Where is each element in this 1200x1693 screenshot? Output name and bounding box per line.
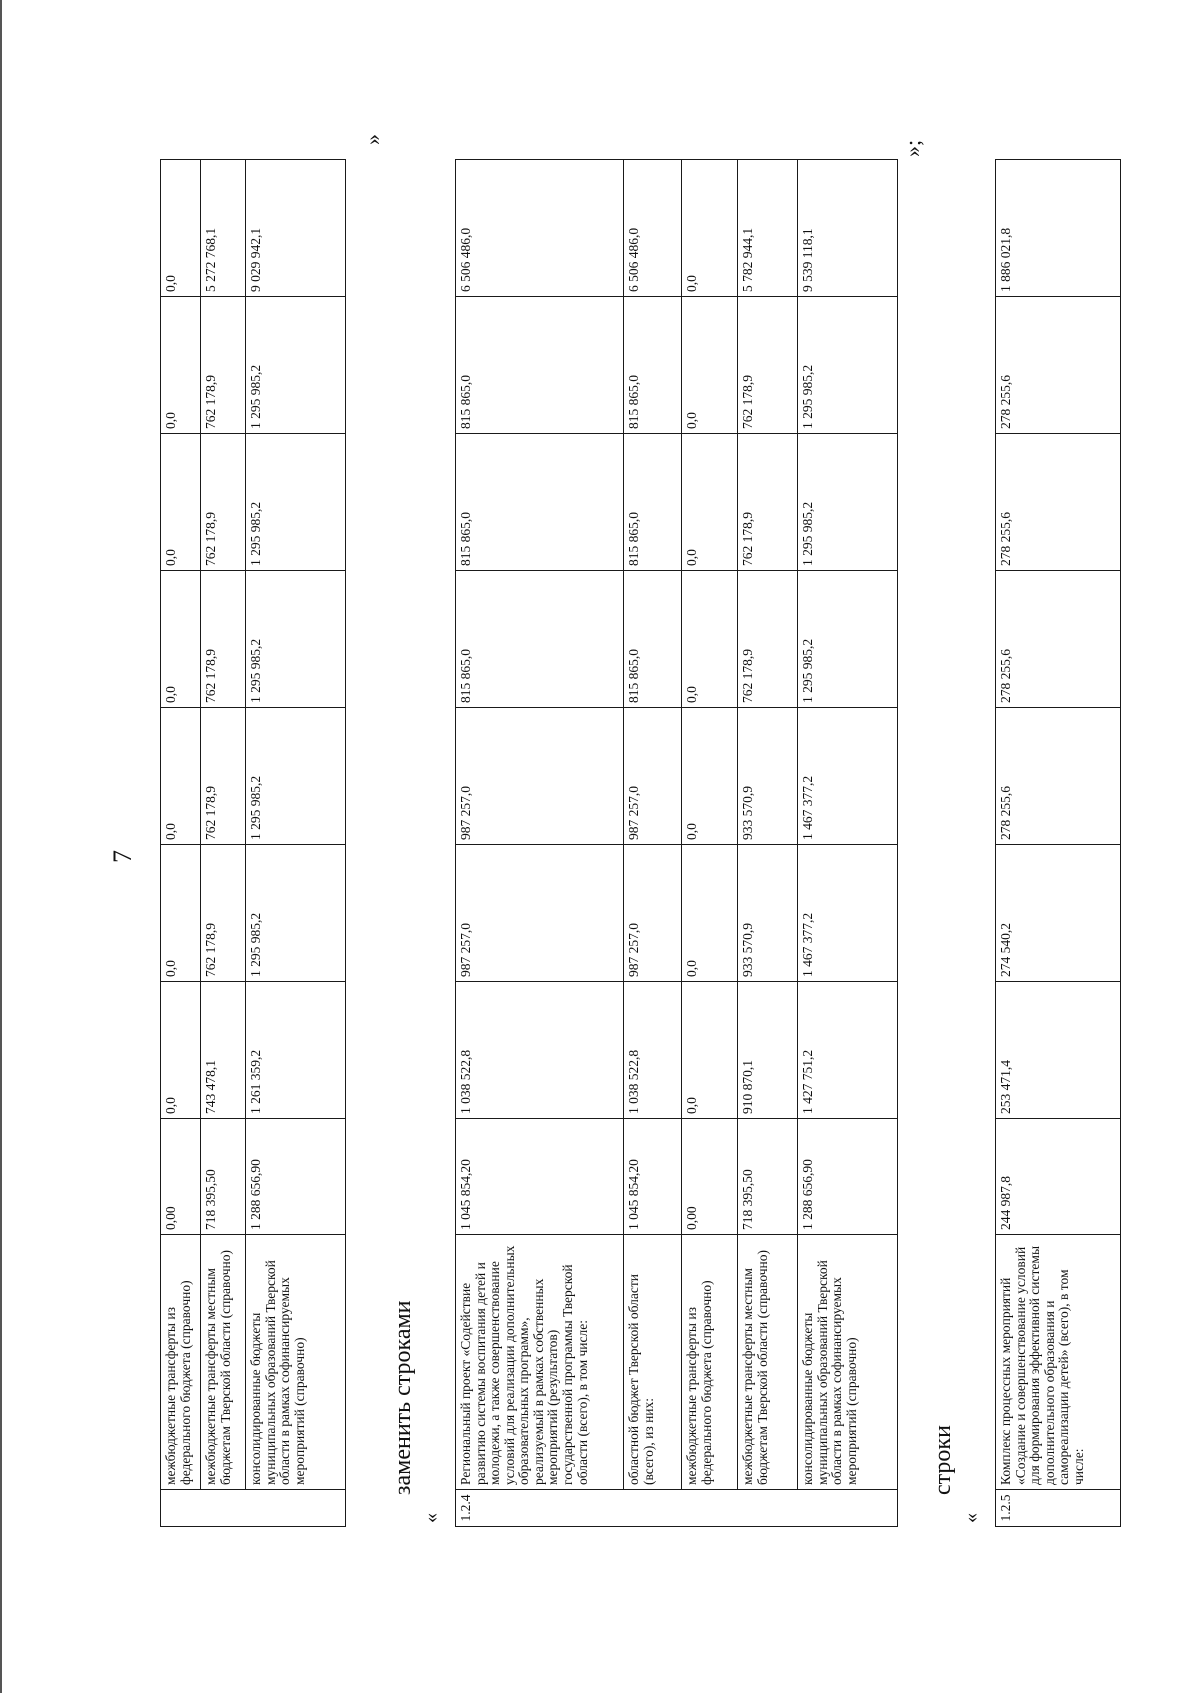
- row-label: межбюджетные трансферты из федерального бюджета (справочно): [161, 1235, 201, 1490]
- table-row: [246, 160, 346, 1527]
- table-row: [201, 160, 246, 1527]
- row-code: 1.2.5: [996, 1490, 1121, 1527]
- value-cell: 1 288 656,90: [798, 1119, 898, 1235]
- replace-heading: заменить строками: [390, 1300, 416, 1495]
- value-cell: 0,0: [682, 982, 738, 1119]
- close-quote-semicolon: »;: [900, 139, 925, 157]
- row-label: консолидированные бюджеты муниципальных образований Тверской области в рамках софинансируемых мероприятий (справочно): [246, 1235, 346, 1490]
- value-cell: 987 257,0: [624, 708, 682, 845]
- table-bottom: [995, 159, 1121, 1527]
- value-cell: 987 257,0: [456, 708, 624, 845]
- open-quote: «: [960, 1513, 982, 1523]
- value-cell: 0,0: [682, 434, 738, 571]
- value-cell: 1 295 985,2: [798, 297, 898, 434]
- value-cell: 762 178,9: [201, 571, 246, 708]
- value-cell: 718 395,50: [738, 1119, 798, 1235]
- table-row: [624, 160, 682, 1527]
- value-cell: 0,0: [161, 982, 201, 1119]
- value-cell: 0,0: [161, 845, 201, 982]
- value-cell: 0,00: [682, 1119, 738, 1235]
- value-cell: 253 471,4: [996, 982, 1121, 1119]
- value-cell: 718 395,50: [201, 1119, 246, 1235]
- value-cell: 6 506 486,0: [624, 160, 682, 297]
- value-cell: 762 178,9: [201, 434, 246, 571]
- value-cell: 987 257,0: [624, 845, 682, 982]
- value-cell: 1 261 359,2: [246, 982, 346, 1119]
- value-cell: 0,0: [682, 708, 738, 845]
- value-cell: 9 029 942,1: [246, 160, 346, 297]
- value-cell: 1 467 377,2: [798, 845, 898, 982]
- value-cell: 1 467 377,2: [798, 708, 898, 845]
- value-cell: 1 045 854,20: [624, 1119, 682, 1235]
- value-cell: 762 178,9: [738, 434, 798, 571]
- code-cell: [161, 1490, 346, 1527]
- value-cell: 0,0: [161, 571, 201, 708]
- value-cell: 278 255,6: [996, 297, 1121, 434]
- value-cell: 1 295 985,2: [246, 434, 346, 571]
- table-row: [996, 160, 1121, 1527]
- value-cell: 6 506 486,0: [456, 160, 624, 297]
- value-cell: 274 540,2: [996, 845, 1121, 982]
- value-cell: 762 178,9: [201, 845, 246, 982]
- value-cell: 244 987,8: [996, 1119, 1121, 1235]
- value-cell: 0,0: [161, 434, 201, 571]
- value-cell: 1 295 985,2: [246, 571, 346, 708]
- value-cell: 1 295 985,2: [246, 708, 346, 845]
- row-label: консолидированные бюджеты муниципальных образований Тверской области в рамках софинансируемых мероприятий (справочно): [798, 1235, 898, 1490]
- value-cell: 1 038 522,8: [624, 982, 682, 1119]
- value-cell: 0,0: [161, 160, 201, 297]
- value-cell: 815 865,0: [624, 297, 682, 434]
- value-cell: 5 272 768,1: [201, 160, 246, 297]
- value-cell: 762 178,9: [738, 297, 798, 434]
- open-quote: «: [420, 1513, 442, 1523]
- value-cell: 815 865,0: [456, 297, 624, 434]
- value-cell: 762 178,9: [201, 708, 246, 845]
- close-quote: »: [360, 134, 385, 145]
- value-cell: 0,0: [682, 160, 738, 297]
- table-row: [682, 160, 738, 1527]
- value-cell: 1 886 021,8: [996, 160, 1121, 297]
- value-cell: 0,00: [161, 1119, 201, 1235]
- value-cell: 0,0: [682, 297, 738, 434]
- value-cell: 0,0: [682, 845, 738, 982]
- value-cell: 762 178,9: [738, 571, 798, 708]
- value-cell: 5 782 944,1: [738, 160, 798, 297]
- row-label: межбюджетные трансферты из федерального бюджета (справочно): [682, 1235, 738, 1490]
- value-cell: 278 255,6: [996, 708, 1121, 845]
- value-cell: 815 865,0: [456, 571, 624, 708]
- value-cell: 9 539 118,1: [798, 160, 898, 297]
- value-cell: 278 255,6: [996, 434, 1121, 571]
- table-middle: [455, 159, 898, 1527]
- value-cell: 0,0: [161, 708, 201, 845]
- table-row: [456, 160, 624, 1527]
- value-cell: 933 570,9: [738, 708, 798, 845]
- value-cell: 762 178,9: [201, 297, 246, 434]
- row-code: 1.2.4: [456, 1490, 898, 1527]
- value-cell: 0,0: [682, 571, 738, 708]
- row-label: областной бюджет Тверской области (всего), из них:: [624, 1235, 682, 1490]
- value-cell: 0,0: [161, 297, 201, 434]
- value-cell: 1 295 985,2: [246, 297, 346, 434]
- page-number: 7: [108, 850, 137, 863]
- table-row: [798, 160, 898, 1527]
- value-cell: 1 038 522,8: [456, 982, 624, 1119]
- row-label: Региональный проект «Содействие развитию системы воспитания детей и молодежи, а также совершенствование условий для реализации дополнительных образовательных программ», реализуемый в рамках собственных мероприятий (результатов) государственной программы Тверской области (всего), в том числе:: [456, 1235, 624, 1490]
- value-cell: 1 045 854,20: [456, 1119, 624, 1235]
- row-label: Комплекс процессных мероприятий «Создание и совершенствование условий для формирования эффективной системы дополнительного образования и самореализации детей» (всего), в том числе:: [996, 1235, 1121, 1490]
- value-cell: 1 295 985,2: [798, 571, 898, 708]
- scan-edge: [0, 0, 2, 1693]
- row-label: межбюджетные трансферты местным бюджетам Тверской области (справочно): [738, 1235, 798, 1490]
- value-cell: 278 255,6: [996, 571, 1121, 708]
- row-label: межбюджетные трансферты местным бюджетам Тверской области (справочно): [201, 1235, 246, 1490]
- table-top: [160, 159, 346, 1527]
- value-cell: 987 257,0: [456, 845, 624, 982]
- table-row: [161, 160, 201, 1527]
- value-cell: 933 570,9: [738, 845, 798, 982]
- value-cell: 815 865,0: [456, 434, 624, 571]
- value-cell: 743 478,1: [201, 982, 246, 1119]
- value-cell: 815 865,0: [624, 434, 682, 571]
- value-cell: 1 427 751,2: [798, 982, 898, 1119]
- value-cell: 1 288 656,90: [246, 1119, 346, 1235]
- value-cell: 815 865,0: [624, 571, 682, 708]
- value-cell: 910 870,1: [738, 982, 798, 1119]
- table-row: [738, 160, 798, 1527]
- rows-heading: строки: [930, 1425, 956, 1495]
- value-cell: 1 295 985,2: [246, 845, 346, 982]
- value-cell: 1 295 985,2: [798, 434, 898, 571]
